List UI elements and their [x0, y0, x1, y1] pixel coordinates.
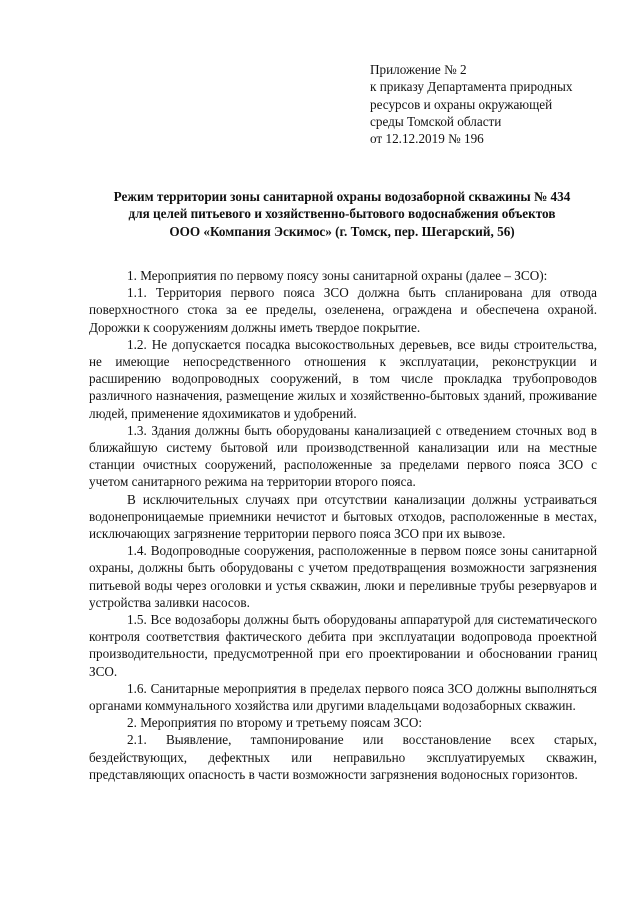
document-body — [89, 267, 597, 783]
appendix-line: среды Томской области — [370, 113, 502, 129]
paragraph-2-1: 2.1. Выявление, тампонирование или восстановление всех старых, бездействующих, дефектных или неправильно эксплуатируемых скважин, представляющих опасность в части возможности загрязнения водоносных горизонтов. — [89, 732, 597, 782]
appendix-line: к приказу Департамента природных — [370, 79, 573, 95]
paragraph-1-3-exception: В исключительных случаях при отсутствии канализации должны устраиваться водонепроницаемые приемники нечистот и бытовых отходов, расположенные в местах, исключающих загрязнение территории первого пояса ЗСО при их вывозе. — [89, 491, 597, 542]
appendix-line: Приложение № 2 — [370, 62, 467, 77]
appendix-line: ресурсов и охраны окружающей — [370, 96, 553, 112]
appendix-line: от 12.12.2019 № 196 — [370, 131, 484, 147]
section-heading-1: 1. Мероприятия по первому поясу зоны санитарной охраны (далее – ЗСО): — [127, 268, 548, 283]
paragraph-1-2: 1.2. Не допускается посадка высокоствольных деревьев, все виды строительства, не имеющие непосредственного отношения к эксплуатации, реконструкции и расширению водопроводных сооружений, в том числе прокладка трубопроводов различного назначения, размещение жилых и хозяйственно-бытовых зданий, проживание людей, применение ядохимикатов и удобрений. — [89, 336, 597, 421]
paragraph-1-1: 1.1. Территория первого пояса ЗСО должна быть спланирована для отвода поверхностного стока за ее пределы, озеленена, ограждена и обеспечена охраной. Дорожки к сооружениям должны иметь твердое покрытие. — [89, 285, 597, 335]
title-line: Режим территории зоны санитарной охраны водозаборной скважины № 434 — [113, 189, 571, 204]
paragraph-1-5: 1.5. Все водозаборы должны быть оборудованы аппаратурой для систематического контроля соответствия фактического дебита при эксплуатации водопровода проектной производительности, предусмотренной при его проектировании и обосновании границ ЗСО. — [89, 612, 597, 679]
section-heading-2: 2. Мероприятия по второму и третьему поясам ЗСО: — [127, 715, 423, 731]
appendix-block — [370, 61, 620, 147]
paragraph-1-3: 1.3. Здания должны быть оборудованы канализацией с отведением сточных вод в ближайшую систему бытовой или производственной канализации или на местные станции очистных сооружений, расположенные за пределами первого пояса ЗСО с учетом санитарного режима на территории второго пояса. — [89, 422, 597, 490]
paragraph-1-4: 1.4. Водопроводные сооружения, расположенные в первом поясе зоны санитарной охраны, должны быть оборудованы с учетом предотвращения возможности загрязнения питьевой воды через оголовки и устья скважин, люки и переливные трубы резервуаров и устройства заливки насосов. — [89, 543, 597, 610]
title-line: для целей питьевого и хозяйственно-бытового водоснабжения объектов — [128, 206, 556, 222]
paragraph-1-6: 1.6. Санитарные мероприятия в пределах первого пояса ЗСО должны выполняться органами коммунального хозяйства или другими владельцами водозаборных скважин. — [89, 680, 597, 714]
title-line: ООО «Компания Эскимос» (г. Томск, пер. Шегарский, 56) — [169, 223, 515, 239]
document-title — [88, 188, 596, 240]
